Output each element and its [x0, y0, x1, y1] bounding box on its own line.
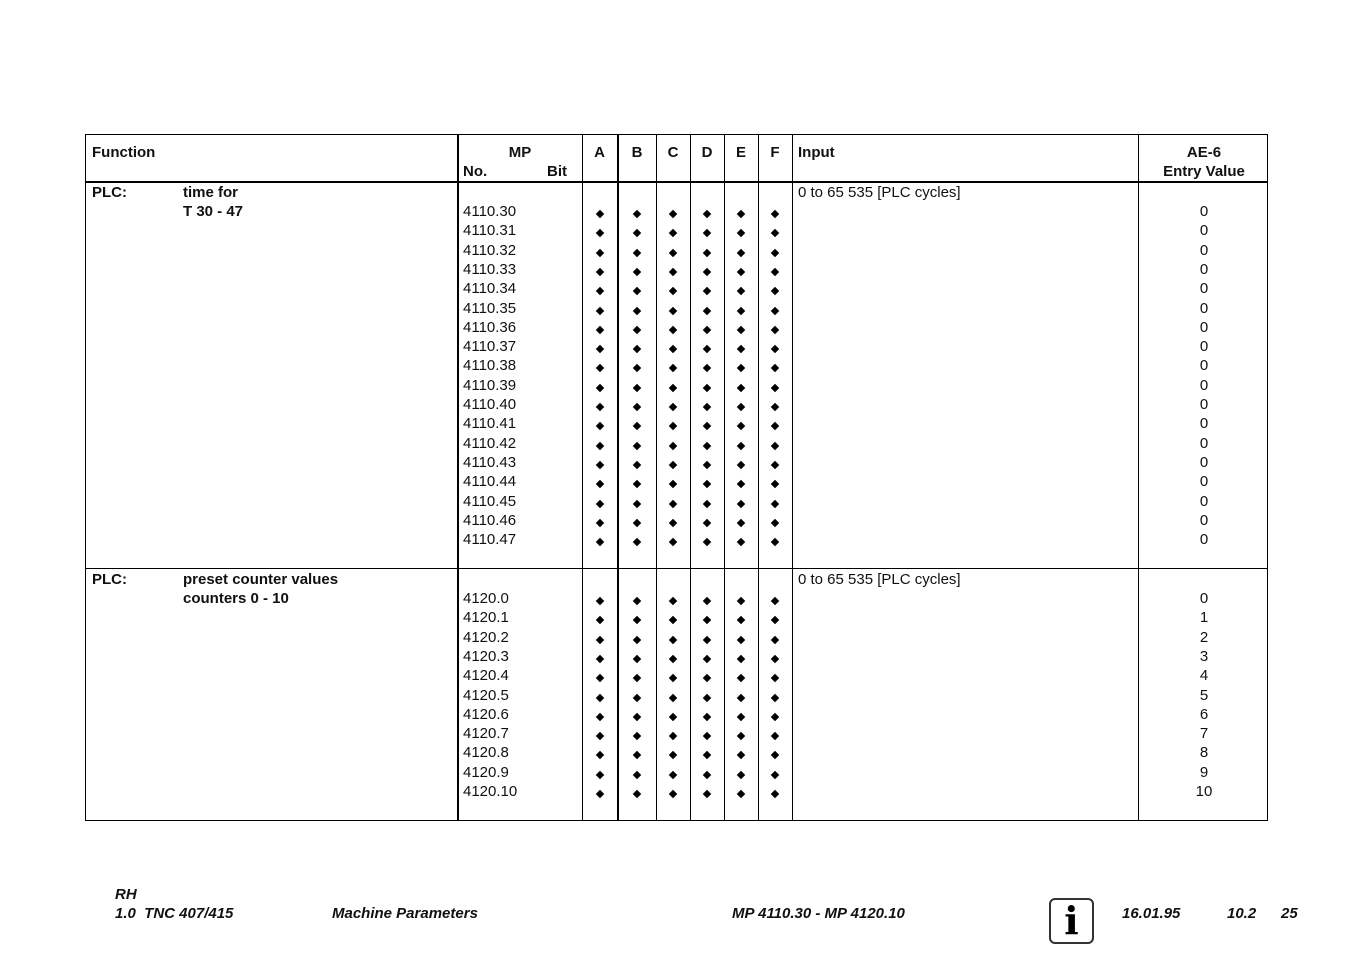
- availability-marker: [633, 732, 641, 740]
- section-description: T 30 - 47: [183, 203, 244, 220]
- availability-marker: [596, 306, 604, 314]
- header-col-a: A: [594, 144, 605, 161]
- section-description: time for: [183, 184, 239, 201]
- availability-marker: [596, 597, 604, 605]
- availability-marker: [633, 790, 641, 798]
- availability-marker: [771, 499, 779, 507]
- availability-marker: [737, 519, 745, 527]
- availability-marker: [703, 306, 711, 314]
- entry-value: 4: [1199, 667, 1209, 685]
- entry-value: 8: [1199, 744, 1209, 762]
- availability-marker: [669, 461, 677, 469]
- availability-marker: [596, 364, 604, 372]
- mp-number: 4110.38: [463, 357, 517, 375]
- availability-marker: [737, 538, 745, 546]
- availability-marker: [771, 461, 779, 469]
- availability-marker: [633, 674, 641, 682]
- availability-marker: [771, 268, 779, 276]
- availability-marker: [703, 790, 711, 798]
- availability-marker: [669, 383, 677, 391]
- entry-value: 0: [1199, 241, 1209, 259]
- mp-number: 4120.0: [463, 590, 509, 607]
- availability-marker: [596, 770, 604, 778]
- availability-marker: [596, 790, 604, 798]
- mp-number: 4110.30: [463, 203, 517, 220]
- availability-marker: [737, 306, 745, 314]
- entry-value: 0: [1199, 260, 1209, 278]
- info-icon: [1049, 898, 1094, 944]
- column-divider: [792, 135, 793, 820]
- availability-marker: [633, 713, 641, 721]
- section-divider: [86, 568, 1267, 569]
- availability-marker: [737, 461, 745, 469]
- availability-marker: [703, 287, 711, 295]
- availability-marker: [737, 229, 745, 237]
- entry-value: 0: [1199, 299, 1209, 317]
- availability-marker: [596, 287, 604, 295]
- availability-marker: [737, 364, 745, 372]
- availability-marker: [771, 364, 779, 372]
- entry-value: 0: [1199, 473, 1209, 491]
- availability-marker: [596, 499, 604, 507]
- availability-marker: [771, 597, 779, 605]
- availability-marker: [633, 441, 641, 449]
- mp-number: 4120.6: [463, 705, 509, 723]
- availability-marker: [596, 655, 604, 663]
- entry-value: 0: [1199, 453, 1209, 471]
- header-no: No.: [463, 163, 488, 180]
- availability-marker: [669, 790, 677, 798]
- availability-marker: [703, 364, 711, 372]
- mp-number: 4110.42: [463, 434, 517, 452]
- availability-marker: [737, 210, 745, 218]
- column-divider: [656, 135, 657, 820]
- entry-value: 7: [1199, 725, 1209, 743]
- availability-marker: [703, 635, 711, 643]
- availability-marker: [633, 364, 641, 372]
- availability-marker: [771, 732, 779, 740]
- entry-value: 0: [1199, 280, 1209, 298]
- header-col-f: F: [770, 144, 780, 161]
- availability-marker: [669, 635, 677, 643]
- availability-marker: [737, 655, 745, 663]
- availability-marker: [633, 229, 641, 237]
- availability-marker: [737, 248, 745, 256]
- availability-marker: [633, 268, 641, 276]
- availability-marker: [703, 732, 711, 740]
- header-ae: AE-6: [1186, 144, 1222, 161]
- availability-marker: [703, 616, 711, 624]
- entry-value: 0: [1199, 415, 1209, 433]
- availability-marker: [669, 732, 677, 740]
- availability-marker: [737, 713, 745, 721]
- mp-number: 4110.41: [463, 415, 517, 433]
- mp-number: 4110.44: [463, 473, 517, 491]
- entry-value: 0: [1199, 203, 1209, 220]
- mp-number: 4110.35: [463, 299, 517, 317]
- availability-marker: [633, 693, 641, 701]
- availability-marker: [737, 790, 745, 798]
- availability-marker: [633, 597, 641, 605]
- availability-marker: [737, 403, 745, 411]
- entry-value: 0: [1199, 531, 1209, 549]
- entry-value: 0: [1199, 590, 1209, 607]
- section-input-range: 0 to 65 535 [PLC cycles]: [798, 184, 961, 201]
- entry-value: 10: [1195, 783, 1213, 800]
- availability-marker: [703, 538, 711, 546]
- availability-marker: [737, 422, 745, 430]
- mp-number: 4110.36: [463, 318, 517, 336]
- footer-section: 10.2: [1227, 905, 1257, 922]
- availability-marker: [596, 519, 604, 527]
- availability-marker: [669, 519, 677, 527]
- info-icon-glyph: i: [1064, 898, 1079, 943]
- availability-marker: [737, 287, 745, 295]
- availability-marker: [771, 655, 779, 663]
- availability-marker: [669, 403, 677, 411]
- mp-number: 4110.40: [463, 396, 517, 413]
- availability-marker: [703, 693, 711, 701]
- availability-marker: [703, 383, 711, 391]
- availability-marker: [633, 499, 641, 507]
- availability-marker: [633, 480, 641, 488]
- entry-value: 9: [1199, 763, 1209, 781]
- availability-marker: [596, 461, 604, 469]
- footer-version: 1.0 TNC 407/415: [115, 905, 234, 922]
- mp-number: 4110.31: [463, 222, 517, 240]
- mp-number: 4120.4: [463, 667, 509, 685]
- availability-marker: [596, 268, 604, 276]
- availability-marker: [633, 306, 641, 314]
- footer-range: MP 4110.30 - MP 4120.10: [732, 905, 905, 922]
- header-col-d: D: [701, 144, 713, 161]
- availability-marker: [703, 499, 711, 507]
- availability-marker: [596, 480, 604, 488]
- availability-marker: [633, 403, 641, 411]
- availability-marker: [703, 674, 711, 682]
- availability-marker: [596, 713, 604, 721]
- availability-marker: [703, 326, 711, 334]
- header-mp: MP: [508, 144, 532, 161]
- availability-marker: [737, 674, 745, 682]
- entry-value: 3: [1199, 647, 1209, 665]
- availability-marker: [703, 655, 711, 663]
- availability-marker: [737, 383, 745, 391]
- availability-marker: [703, 229, 711, 237]
- header-divider: [86, 181, 1267, 183]
- entry-value: 0: [1199, 318, 1209, 336]
- mp-number: 4120.3: [463, 647, 509, 665]
- availability-marker: [771, 248, 779, 256]
- availability-marker: [703, 268, 711, 276]
- availability-marker: [737, 635, 745, 643]
- availability-marker: [633, 751, 641, 759]
- mp-number: 4110.43: [463, 453, 517, 471]
- column-divider: [690, 135, 691, 820]
- availability-marker: [596, 441, 604, 449]
- mp-number: 4110.39: [463, 376, 517, 394]
- availability-marker: [669, 364, 677, 372]
- mp-number: 4110.47: [463, 531, 517, 549]
- availability-marker: [633, 635, 641, 643]
- availability-marker: [633, 461, 641, 469]
- availability-marker: [596, 345, 604, 353]
- availability-marker: [669, 326, 677, 334]
- availability-marker: [771, 713, 779, 721]
- availability-marker: [596, 210, 604, 218]
- availability-marker: [703, 248, 711, 256]
- header-function: Function: [92, 144, 156, 161]
- column-divider: [724, 135, 725, 820]
- availability-marker: [703, 422, 711, 430]
- availability-marker: [737, 732, 745, 740]
- availability-marker: [737, 597, 745, 605]
- entry-value: 0: [1199, 338, 1209, 356]
- availability-marker: [771, 345, 779, 353]
- availability-marker: [669, 538, 677, 546]
- column-divider: [457, 135, 459, 820]
- header-bit: Bit: [547, 163, 567, 180]
- availability-marker: [633, 616, 641, 624]
- availability-marker: [669, 248, 677, 256]
- availability-marker: [771, 441, 779, 449]
- availability-marker: [703, 597, 711, 605]
- availability-marker: [669, 674, 677, 682]
- availability-marker: [771, 210, 779, 218]
- availability-marker: [633, 287, 641, 295]
- header-entry-value: Entry Value: [1163, 163, 1245, 180]
- availability-marker: [633, 210, 641, 218]
- availability-marker: [669, 616, 677, 624]
- mp-number: 4120.1: [463, 609, 509, 627]
- entry-value: 6: [1199, 705, 1209, 723]
- section-label: PLC:: [92, 184, 127, 201]
- availability-marker: [596, 732, 604, 740]
- mp-number: 4120.7: [463, 725, 509, 743]
- availability-marker: [596, 383, 604, 391]
- availability-marker: [737, 499, 745, 507]
- availability-marker: [596, 635, 604, 643]
- availability-marker: [737, 326, 745, 334]
- availability-marker: [771, 751, 779, 759]
- availability-marker: [737, 480, 745, 488]
- availability-marker: [703, 713, 711, 721]
- column-divider: [617, 135, 619, 820]
- mp-number: 4110.37: [463, 338, 517, 356]
- availability-marker: [596, 248, 604, 256]
- availability-marker: [669, 480, 677, 488]
- availability-marker: [771, 229, 779, 237]
- availability-marker: [633, 655, 641, 663]
- availability-marker: [703, 403, 711, 411]
- mp-number: 4110.34: [463, 280, 517, 298]
- availability-marker: [669, 268, 677, 276]
- availability-marker: [669, 422, 677, 430]
- availability-marker: [771, 287, 779, 295]
- availability-marker: [596, 616, 604, 624]
- entry-value: 5: [1199, 686, 1209, 704]
- availability-marker: [633, 248, 641, 256]
- entry-value: 0: [1199, 511, 1209, 529]
- availability-marker: [669, 751, 677, 759]
- mp-number: 4110.46: [463, 511, 517, 529]
- availability-marker: [737, 268, 745, 276]
- mp-number: 4120.5: [463, 686, 509, 704]
- availability-marker: [771, 326, 779, 334]
- availability-marker: [633, 519, 641, 527]
- availability-marker: [703, 480, 711, 488]
- availability-marker: [669, 441, 677, 449]
- availability-marker: [669, 499, 677, 507]
- availability-marker: [737, 693, 745, 701]
- availability-marker: [633, 770, 641, 778]
- availability-marker: [669, 306, 677, 314]
- availability-marker: [771, 635, 779, 643]
- availability-marker: [669, 770, 677, 778]
- availability-marker: [633, 538, 641, 546]
- availability-marker: [771, 422, 779, 430]
- availability-marker: [771, 616, 779, 624]
- header-input: Input: [798, 144, 835, 161]
- availability-marker: [669, 713, 677, 721]
- availability-marker: [703, 210, 711, 218]
- availability-marker: [737, 345, 745, 353]
- availability-marker: [771, 790, 779, 798]
- header-col-e: E: [735, 144, 746, 161]
- availability-marker: [669, 345, 677, 353]
- availability-marker: [669, 229, 677, 237]
- availability-marker: [633, 326, 641, 334]
- mp-number: 4120.8: [463, 744, 509, 762]
- footer-title: Machine Parameters: [332, 905, 478, 922]
- mp-number: 4120.10: [463, 783, 518, 800]
- availability-marker: [737, 441, 745, 449]
- entry-value: 0: [1199, 434, 1209, 452]
- availability-marker: [669, 655, 677, 663]
- availability-marker: [703, 770, 711, 778]
- availability-marker: [703, 751, 711, 759]
- mp-number: 4120.2: [463, 628, 509, 646]
- mp-number: 4110.32: [463, 241, 517, 259]
- availability-marker: [771, 403, 779, 411]
- header-col-c: C: [667, 144, 679, 161]
- entry-value: 0: [1199, 396, 1209, 413]
- section-description: counters 0 - 10: [183, 590, 289, 607]
- parameter-table: [85, 134, 1268, 821]
- availability-marker: [771, 306, 779, 314]
- availability-marker: [669, 287, 677, 295]
- availability-marker: [703, 441, 711, 449]
- entry-value: 2: [1199, 628, 1209, 646]
- availability-marker: [737, 616, 745, 624]
- availability-marker: [633, 345, 641, 353]
- availability-marker: [737, 751, 745, 759]
- availability-marker: [703, 461, 711, 469]
- availability-marker: [596, 229, 604, 237]
- availability-marker: [771, 480, 779, 488]
- column-divider: [582, 135, 583, 820]
- mp-number: 4120.9: [463, 763, 509, 781]
- entry-value: 0: [1199, 376, 1209, 394]
- availability-marker: [771, 538, 779, 546]
- availability-marker: [596, 326, 604, 334]
- section-label: PLC:: [92, 571, 127, 588]
- availability-marker: [596, 403, 604, 411]
- availability-marker: [771, 674, 779, 682]
- mp-number: 4110.45: [463, 492, 517, 510]
- header-col-b: B: [631, 144, 643, 161]
- entry-value: 0: [1199, 357, 1209, 375]
- availability-marker: [669, 597, 677, 605]
- entry-value: 0: [1199, 222, 1209, 240]
- availability-marker: [596, 422, 604, 430]
- availability-marker: [633, 383, 641, 391]
- footer-page: 25: [1281, 905, 1298, 922]
- availability-marker: [596, 538, 604, 546]
- section-input-range: 0 to 65 535 [PLC cycles]: [798, 571, 961, 588]
- availability-marker: [771, 383, 779, 391]
- availability-marker: [669, 693, 677, 701]
- availability-marker: [771, 770, 779, 778]
- column-divider: [758, 135, 759, 820]
- section-description: preset counter values: [183, 571, 339, 588]
- entry-value: 1: [1199, 609, 1209, 627]
- availability-marker: [596, 674, 604, 682]
- availability-marker: [737, 770, 745, 778]
- mp-number: 4110.33: [463, 260, 517, 278]
- availability-marker: [596, 693, 604, 701]
- availability-marker: [703, 345, 711, 353]
- availability-marker: [633, 422, 641, 430]
- availability-marker: [669, 210, 677, 218]
- footer-date: 16.01.95: [1122, 905, 1181, 922]
- availability-marker: [771, 693, 779, 701]
- entry-value: 0: [1199, 492, 1209, 510]
- availability-marker: [596, 751, 604, 759]
- availability-marker: [771, 519, 779, 527]
- footer-rh: RH: [115, 886, 137, 903]
- availability-marker: [703, 519, 711, 527]
